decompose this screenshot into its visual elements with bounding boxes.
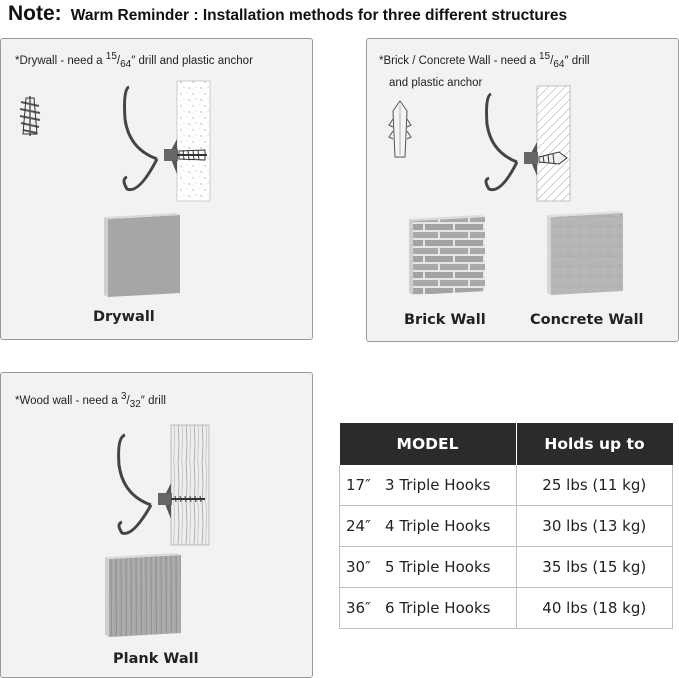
concrete-sample-icon xyxy=(547,211,625,297)
model-capacity-table xyxy=(339,423,673,629)
note-label: Note: xyxy=(8,2,62,25)
drywall-note: *Drywall - need a $^{15}/_{64}''$ drill and plastic anchor xyxy=(15,51,253,71)
plank-sample-icon xyxy=(105,553,185,639)
plastic-anchor-icon xyxy=(17,94,43,139)
wood-panel xyxy=(0,372,313,678)
plank-wall-label: Plank Wall xyxy=(113,651,199,667)
model-cell: 30″ 5 Triple Hooks xyxy=(340,547,517,588)
model-column-header: MODEL xyxy=(340,423,517,465)
header-title: Warm Reminder : Installation methods for three different structures xyxy=(70,7,568,24)
model-cell: 17″ 3 Triple Hooks xyxy=(340,465,517,506)
page-header xyxy=(8,2,567,26)
wood-hook-diagram xyxy=(113,423,213,548)
drywall-sample-icon xyxy=(104,213,184,299)
wood-note: *Wood wall - need a $^3/_{32}''$ drill xyxy=(15,391,166,411)
concrete-wall-label: Concrete Wall xyxy=(530,312,644,328)
model-cell: 24″ 4 Triple Hooks xyxy=(340,506,517,547)
table-row xyxy=(340,547,673,588)
drywall-panel xyxy=(0,38,313,340)
table-row xyxy=(340,588,673,629)
drywall-label: Drywall xyxy=(93,309,155,325)
brick-sample-icon xyxy=(409,215,489,297)
table-row xyxy=(340,506,673,547)
drywall-hook-diagram xyxy=(119,79,219,204)
holds-column-header: Holds up to xyxy=(516,423,673,465)
model-cell: 36″ 6 Triple Hooks xyxy=(340,588,517,629)
table-header-row xyxy=(340,423,673,465)
plastic-anchor-icon xyxy=(387,99,413,161)
brick-concrete-note: *Brick / Concrete Wall - need a $^{15}/_{64}''$ drill and plastic anchor xyxy=(379,51,590,90)
holds-cell: 25 lbs (11 kg) xyxy=(516,465,673,506)
brick-concrete-panel xyxy=(366,38,679,342)
holds-cell: 40 lbs (18 kg) xyxy=(516,588,673,629)
holds-cell: 35 lbs (15 kg) xyxy=(516,547,673,588)
brick-wall-label: Brick Wall xyxy=(404,312,486,328)
brick-hook-diagram xyxy=(483,84,578,204)
holds-cell: 30 lbs (13 kg) xyxy=(516,506,673,547)
table-row xyxy=(340,465,673,506)
